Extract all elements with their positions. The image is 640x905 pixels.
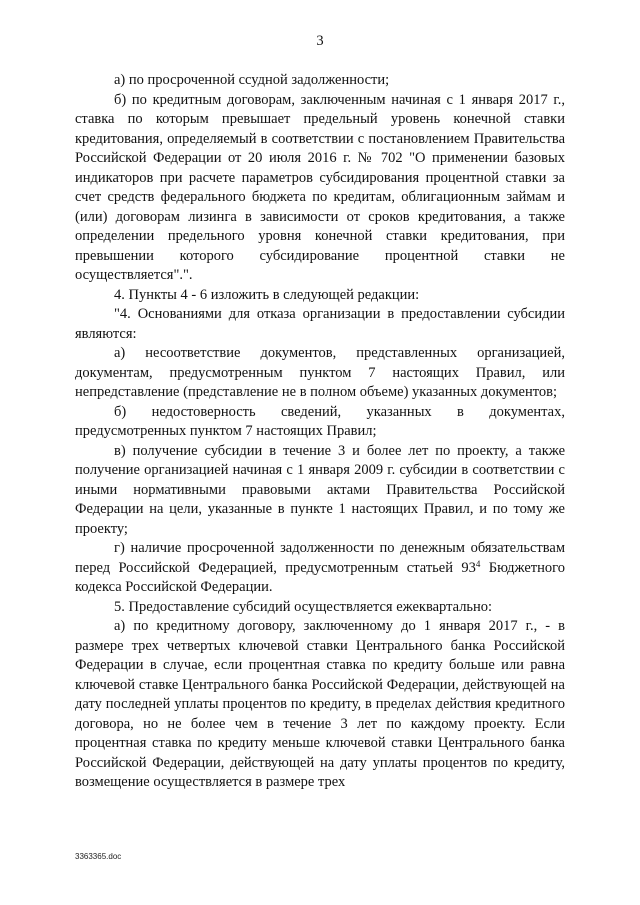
paragraph-8 [75,539,565,598]
paragraph-3: 4. Пункты 4 - 6 изложить в следующей редакции: [114,286,420,303]
paragraph-8-text: г) наличие просроченной задолженности по денежным обязательствам перед Российской Федерацией, предусмотренным статьей 93 [75,540,565,576]
paragraph-7: в) получение субсидии в течение 3 и более лет по проекту, а также получение организацией начиная с 1 января 2009 г. субсидии в соответствии с иными нормативными правовыми актами Правительства Российской Федерации на цели, указанные в пункте 1 настоящих Правил, и по тому же проекту; [75,442,565,537]
paragraph-9: 5. Предоставление субсидий осуществляется ежеквартально: [114,598,493,615]
paragraph-4: "4. Основаниями для отказа организации в предоставлении субсидии являются: [75,306,565,342]
paragraph-10: а) по кредитному договору, заключенному до 1 января 2017 г., - в размере трех четвертых ключевой ставки Центрального банка Российской Федерации в случае, если процентная ставка по кредиту больше или равна ключевой ставке Центрального банка Российской Федерации, действующей на дату последней уплаты процентов по кредиту, в пределах действия кредитного договора, но не более чем в течение 3 лет по каждому проекту. Если процентная ставка по кредиту меньше ключевой ставки Центрального банка Российской Федерации, действующей на дату уплаты процентов по кредиту, возмещение осуществляется в размере трех [75,618,565,790]
document-body [75,71,565,793]
file-name-footer: 3363365.doc [75,852,122,861]
paragraph-6: б) недостоверность сведений, указанных в документах, предусмотренных пунктом 7 настоящих Правил; [75,403,565,439]
article-superscript: 4 [475,558,481,569]
paragraph-2: б) по кредитным договорам, заключенным начиная с 1 января 2017 г., ставка по которым превышает предельный уровень конечной ставки кредитования, определяемый в соответствии с постановлением Правительства Российской Федерации от 20 июля 2016 г. № 702 "О применении базовых индикаторов при расчете параметров субсидирования процентной ставки за счет средств федерального бюджета по кредитам, облигационным займам и (или) договорам лизинга в зависимости от сроков кредитования, а также определении предельного уровня конечной ставки кредитования, при превышении которого субсидирование процентной ставки не осуществляется".". [75,91,565,283]
paragraph-8-tail: Бюджетного кодекса Российской Федерации. [75,559,565,595]
page-number: 3 [316,33,324,49]
paragraph-5: а) несоответствие документов, представленных организацией, документам, предусмотренным пунктом 7 настоящих Правил, или непредставление (представление не в полном объеме) указанных документов; [75,345,565,400]
paragraph-1: а) по просроченной ссудной задолженности; [114,72,390,88]
